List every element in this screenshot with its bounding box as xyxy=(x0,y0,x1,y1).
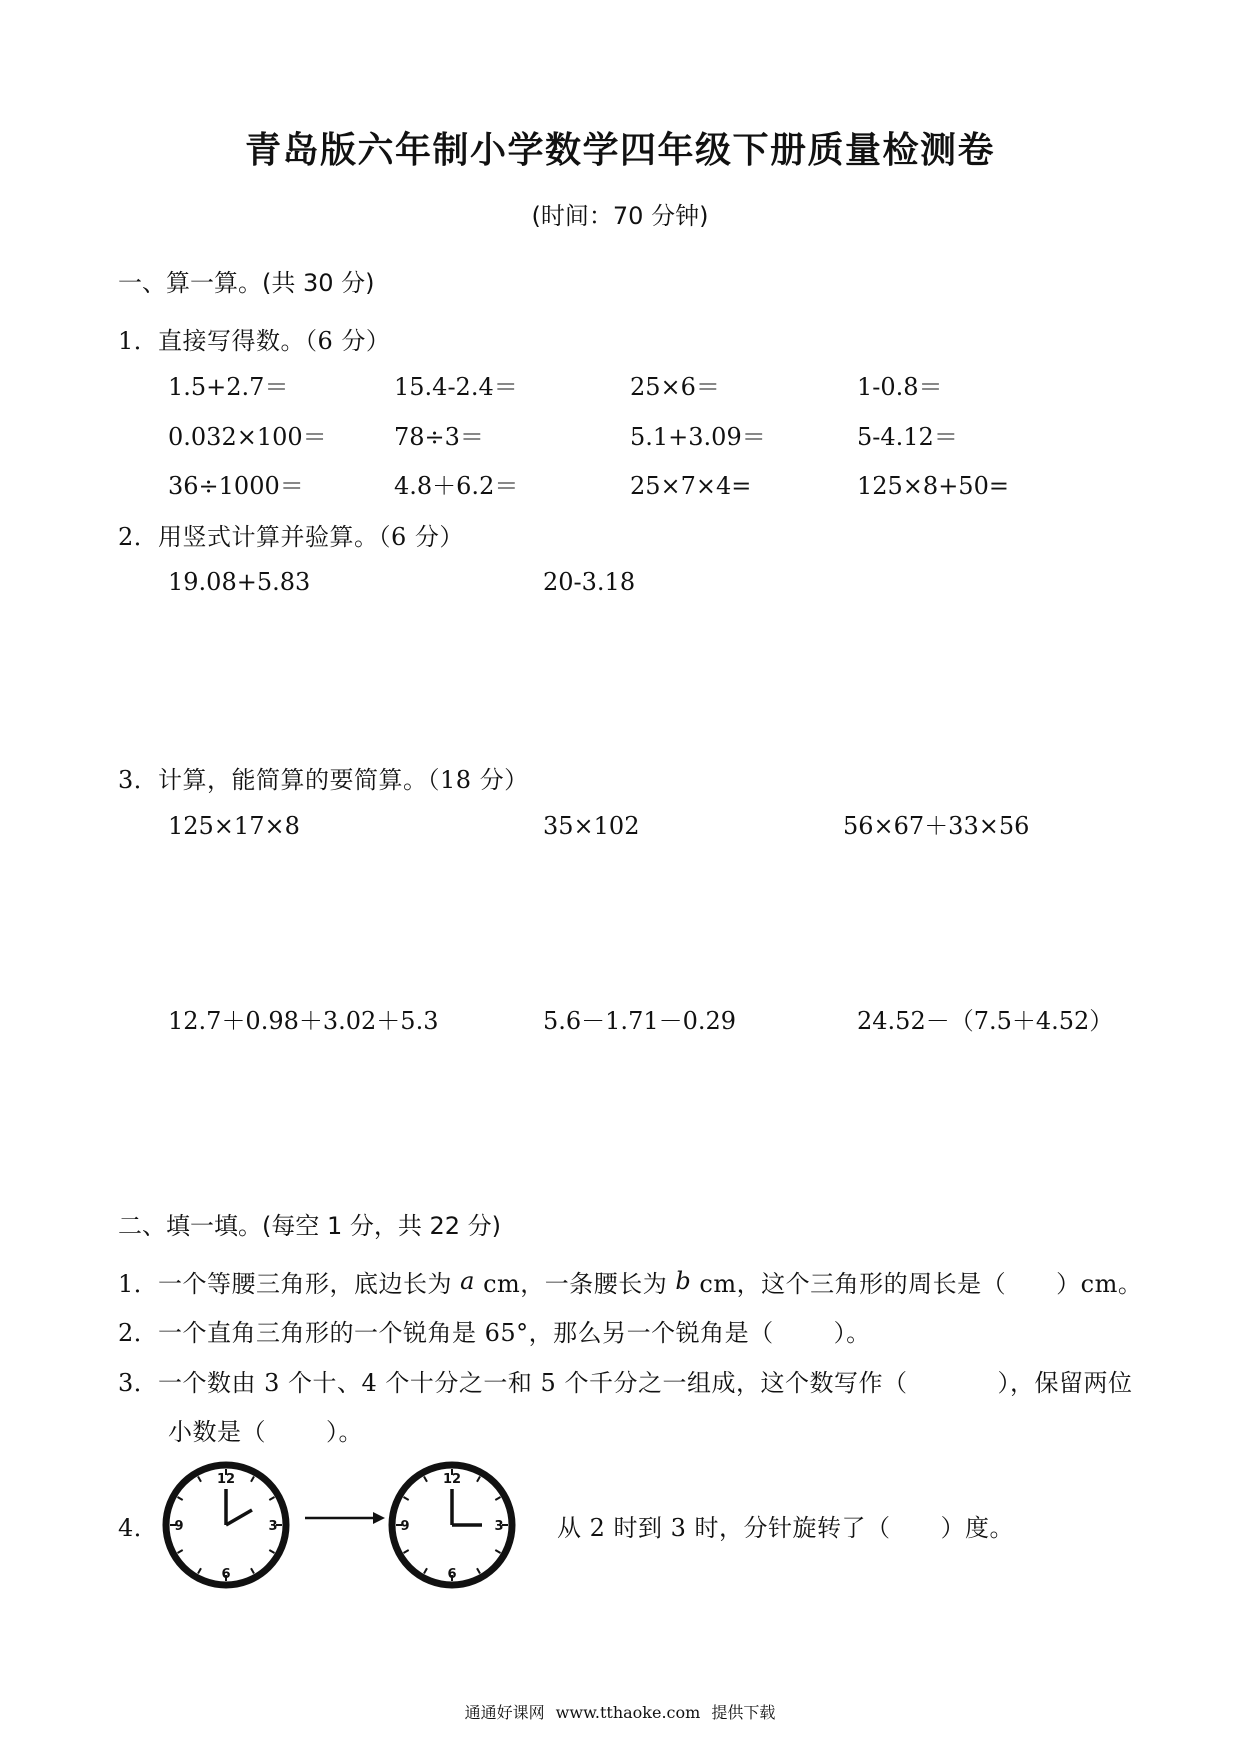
question-text: ），保留两位 xyxy=(997,1368,1133,1397)
oral-calc-item: 0.032×100＝ xyxy=(168,423,327,451)
vertical-calc-item: 19.08+5.83 xyxy=(168,568,311,596)
clock-tick xyxy=(269,1497,274,1500)
clock-tick xyxy=(477,1477,480,1482)
clock-tick xyxy=(198,1568,201,1573)
question-text: 小数是（ xyxy=(168,1417,266,1446)
question-number: 2． xyxy=(118,1318,159,1347)
variable-a: a xyxy=(460,1267,475,1295)
question-text: 一个数由 3 个十、4 个十分之一和 5 个千分之一组成，这个数写作（ xyxy=(158,1368,908,1397)
oral-calc-item: 78÷3＝ xyxy=(394,423,484,451)
clock-tick xyxy=(198,1477,201,1482)
question-text: ）。 xyxy=(833,1318,871,1347)
clock-tick xyxy=(424,1477,427,1482)
oral-calc-item: 1-0.8＝ xyxy=(857,373,943,401)
oral-calc-item: 5-4.12＝ xyxy=(857,423,958,451)
question-number: 2． xyxy=(118,522,159,551)
clock-tick xyxy=(404,1550,409,1553)
question-text: cm，一条腰长为 xyxy=(474,1269,676,1298)
answer-blank xyxy=(907,1375,997,1385)
question-text: 直接写得数。（6 分） xyxy=(158,326,391,355)
page-footer: 通通好课网 www.tthaoke.com 提供下载 xyxy=(464,1703,776,1722)
oral-calc-item: 5.1+3.09＝ xyxy=(630,423,766,451)
oral-calc-item: 36÷1000＝ xyxy=(168,472,304,500)
oral-calc-item: 4.8＋6.2＝ xyxy=(394,472,519,500)
clock-number-12: 12 xyxy=(216,1472,236,1487)
clock-number-6: 6 xyxy=(221,1567,231,1582)
clock-tick xyxy=(495,1497,500,1500)
simplify-calc-item: 24.52－（7.5＋4.52） xyxy=(857,1007,1114,1035)
oral-calc-row xyxy=(0,371,1240,403)
clock-tick xyxy=(404,1497,409,1500)
question-text: 用竖式计算并验算。（6 分） xyxy=(158,522,464,551)
clock-tick xyxy=(178,1550,183,1553)
exam-title: 青岛版六年制小学数学四年级下册质量检测卷 xyxy=(244,130,995,171)
vertical-calc-item: 20-3.18 xyxy=(543,568,636,596)
clock-number-3: 3 xyxy=(268,1519,278,1534)
section-1-heading: 一、算一算。(共 30 分) xyxy=(118,269,375,297)
question-text: ）。 xyxy=(326,1417,363,1446)
fill-question-3-continued xyxy=(168,1413,363,1445)
question-number: 3． xyxy=(118,765,159,794)
question-number: 3． xyxy=(118,1368,159,1397)
question-text: 计算，能简算的要简算。（18 分） xyxy=(158,765,529,794)
oral-calc-item: 25×7×4= xyxy=(630,472,752,500)
fill-question-4 xyxy=(557,1509,1014,1541)
oral-calc-item: 125×8+50= xyxy=(857,472,1009,500)
clock-tick xyxy=(424,1568,427,1573)
fill-question-1 xyxy=(118,1265,1142,1297)
fill-question-3 xyxy=(118,1364,1132,1396)
simplify-calc-row xyxy=(0,810,1240,842)
question-number: 1． xyxy=(118,1269,159,1298)
simplify-calc-item: 56×67＋33×56 xyxy=(843,812,1030,840)
question-text: ）度。 xyxy=(940,1513,1015,1542)
oral-calc-row xyxy=(0,421,1240,453)
hour-hand xyxy=(226,1510,252,1525)
answer-blank xyxy=(266,1424,326,1434)
section-2-heading: 二、填一填。(每空 1 分，共 22 分) xyxy=(118,1212,502,1240)
clock-number-9: 9 xyxy=(400,1519,410,1534)
oral-calc-row xyxy=(0,470,1240,502)
question-1-2 xyxy=(118,518,464,550)
clock-2-oclock xyxy=(156,1455,296,1595)
simplify-calc-item: 125×17×8 xyxy=(168,812,300,840)
answer-blank xyxy=(1006,1276,1056,1286)
vertical-calc-row xyxy=(0,566,1240,598)
exam-time-limit: (时间：70 分钟) xyxy=(531,202,709,230)
oral-calc-item: 15.4-2.4＝ xyxy=(394,373,518,401)
question-1-1 xyxy=(118,322,390,354)
variable-b: b xyxy=(675,1267,692,1295)
arrow-icon xyxy=(300,1508,390,1528)
question-number: 1． xyxy=(118,326,159,355)
fill-question-2 xyxy=(118,1314,871,1346)
simplify-calc-item: 5.6－1.71－0.29 xyxy=(543,1007,737,1035)
clock-3-oclock xyxy=(382,1455,522,1595)
question-text: 一个直角三角形的一个锐角是 65°，那么另一个锐角是（ xyxy=(158,1318,774,1347)
clock-tick xyxy=(251,1477,254,1482)
clock-tick xyxy=(477,1568,480,1573)
oral-calc-item: 25×6＝ xyxy=(630,373,720,401)
question-1-3 xyxy=(118,761,529,793)
clock-number-3: 3 xyxy=(494,1519,504,1534)
answer-blank xyxy=(891,1520,941,1530)
question-text: 一个等腰三角形，底边长为 xyxy=(158,1269,461,1298)
clock-tick xyxy=(251,1568,254,1573)
fill-question-4-number xyxy=(118,1509,158,1541)
question-text: cm，这个三角形的周长是（ xyxy=(691,1269,1007,1298)
simplify-calc-item: 35×102 xyxy=(543,812,640,840)
clock-number-9: 9 xyxy=(174,1519,184,1534)
clock-tick xyxy=(178,1497,183,1500)
oral-calc-item: 1.5+2.7＝ xyxy=(168,373,289,401)
clock-number-12: 12 xyxy=(442,1472,462,1487)
simplify-calc-row xyxy=(0,1005,1240,1037)
clock-tick xyxy=(269,1550,274,1553)
question-text: 从 2 时到 3 时，分针旋转了（ xyxy=(557,1513,891,1542)
simplify-calc-item: 12.7＋0.98＋3.02＋5.3 xyxy=(168,1007,439,1035)
clock-number-6: 6 xyxy=(447,1567,457,1582)
question-number: 4． xyxy=(118,1513,159,1542)
clock-tick xyxy=(495,1550,500,1553)
question-text: ）cm。 xyxy=(1056,1269,1143,1298)
answer-blank xyxy=(774,1325,834,1335)
